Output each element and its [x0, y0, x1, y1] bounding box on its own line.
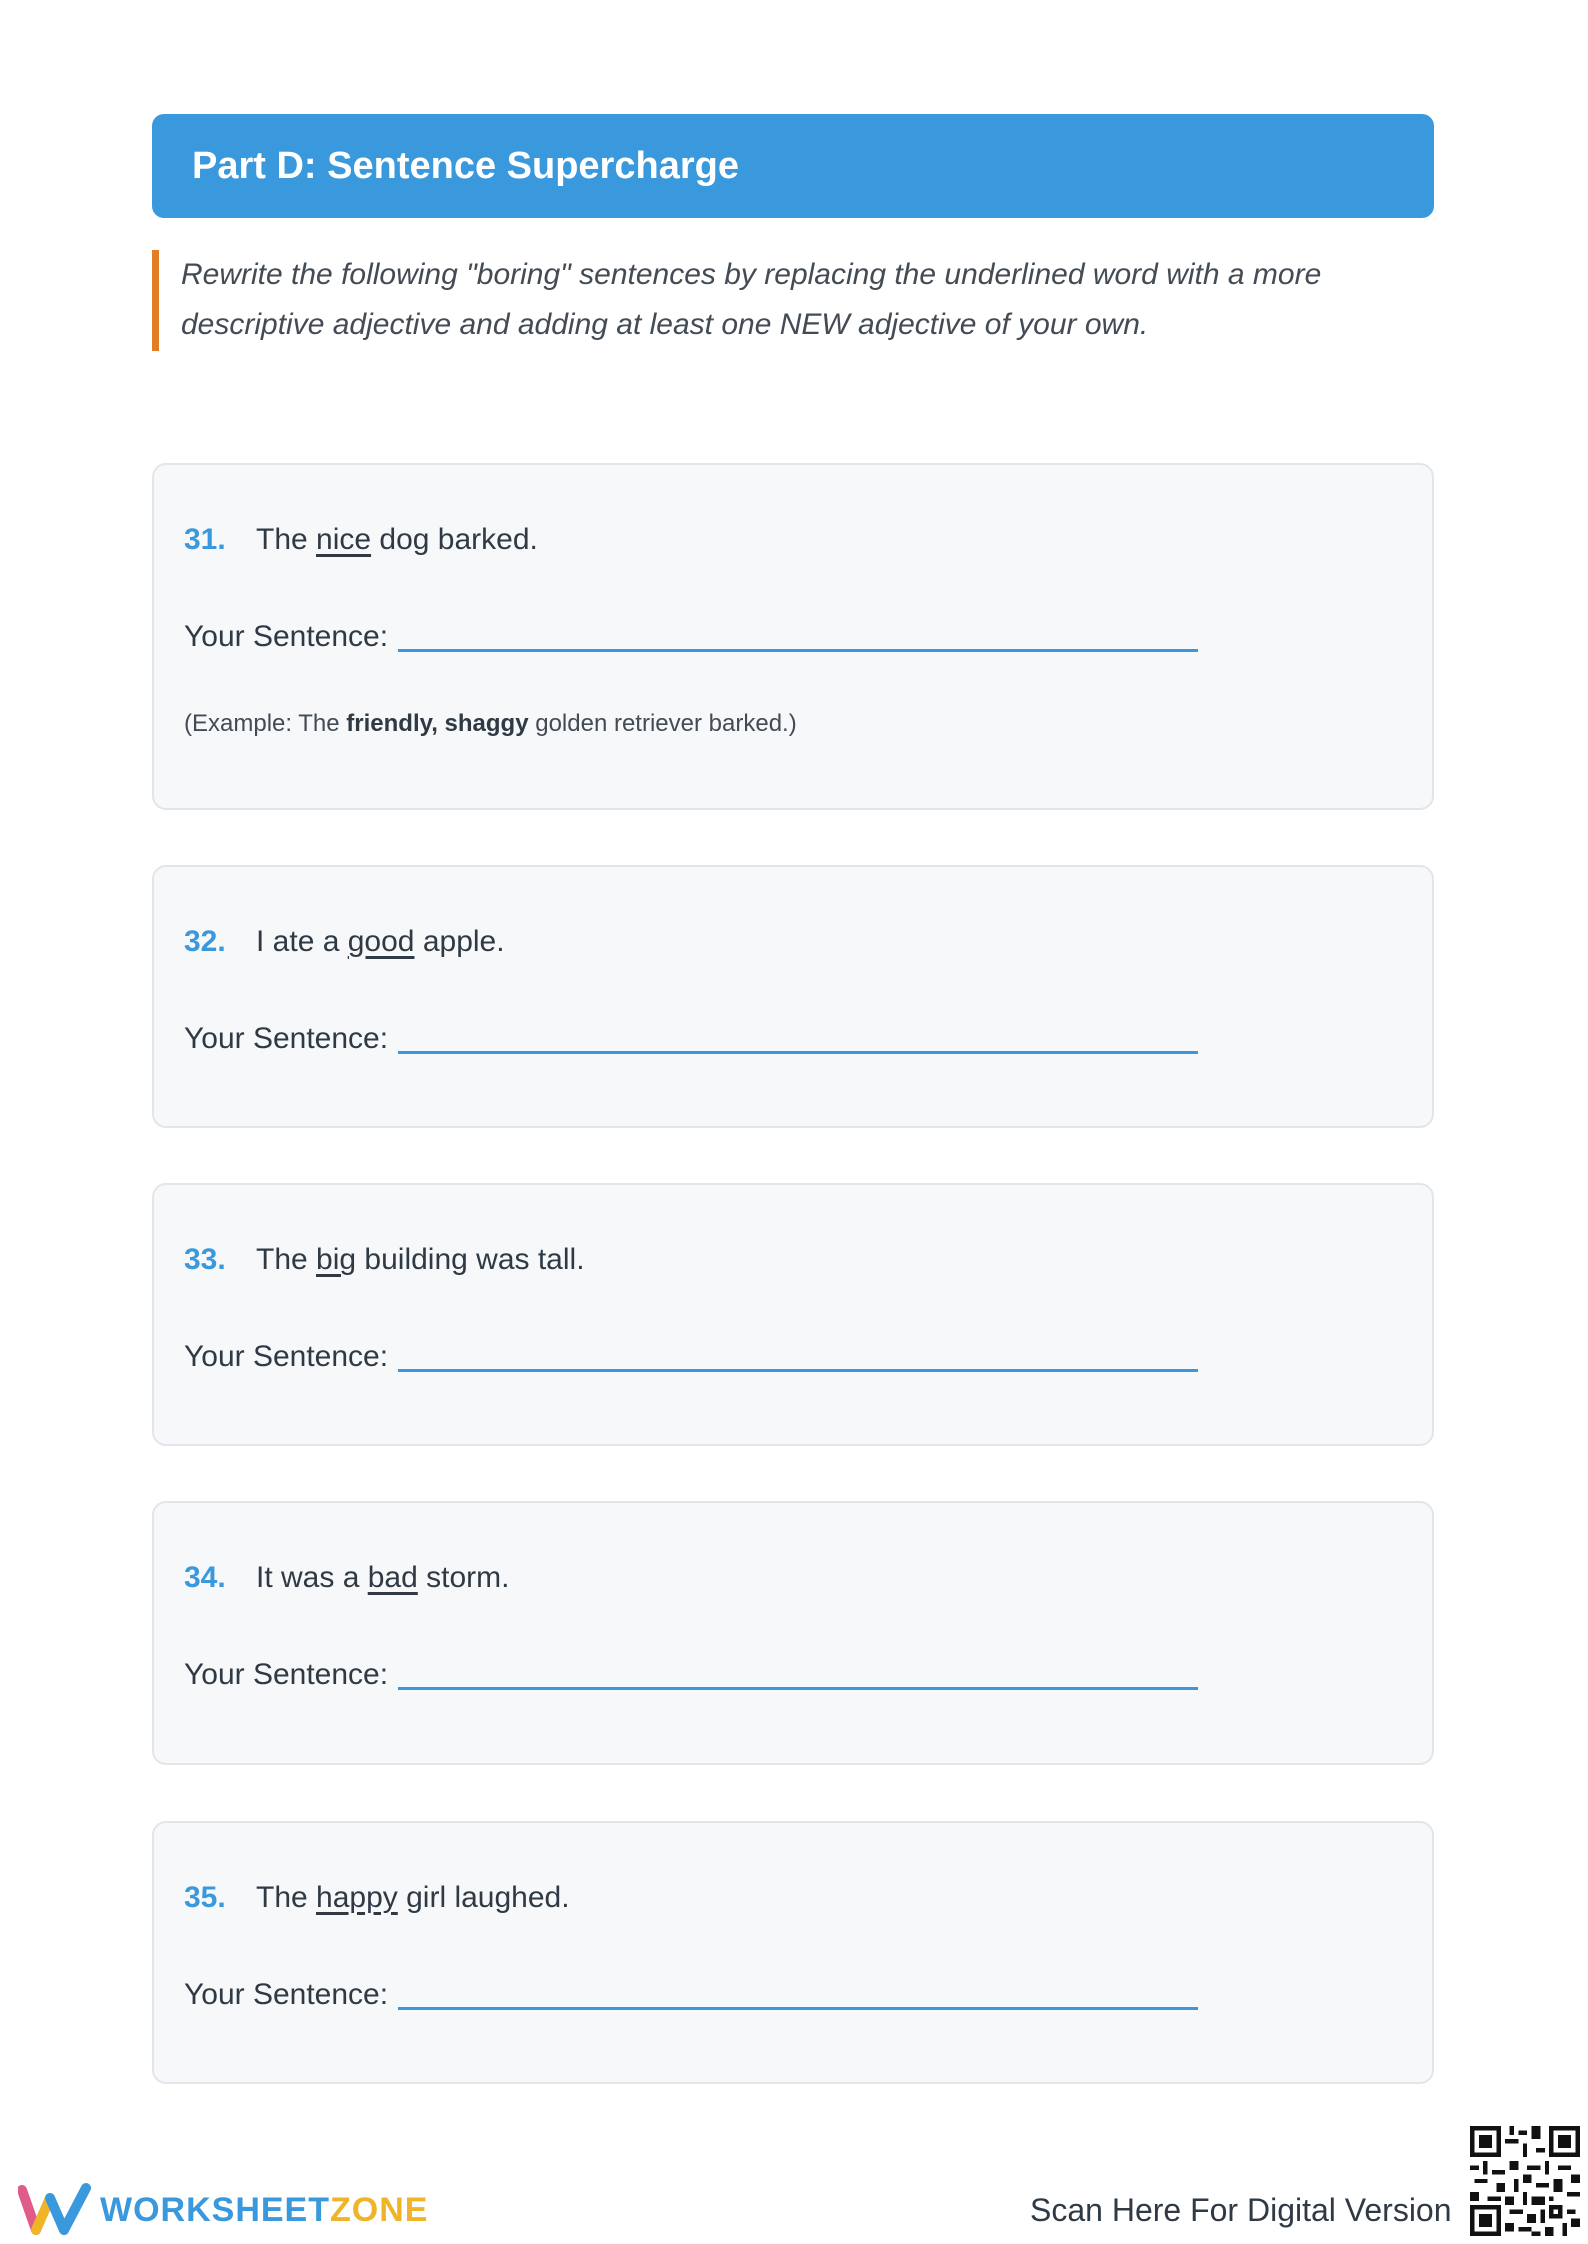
- answer-label: Your Sentence:: [184, 1340, 389, 1373]
- question-text: 33. The big building was tall.: [184, 1243, 585, 1276]
- question-card-32: [152, 865, 1434, 1128]
- answer-row: [184, 620, 1198, 654]
- answer-line[interactable]: [398, 1687, 1198, 1690]
- question-card-35: [152, 1821, 1434, 2084]
- question-card-34: [152, 1501, 1434, 1765]
- answer-line[interactable]: [398, 2007, 1198, 2010]
- question-card-33: [152, 1183, 1434, 1446]
- answer-line[interactable]: [398, 1369, 1198, 1372]
- question-text: 35. The happy girl laughed.: [184, 1881, 570, 1914]
- logo-text: WORKSHEETZONE: [100, 2190, 429, 2229]
- question-text: 31. The nice dog barked.: [184, 523, 538, 556]
- answer-row: [184, 1978, 1198, 2012]
- question-number: 32.: [184, 925, 226, 958]
- section-header: [152, 114, 1434, 218]
- question-card-31: [152, 463, 1434, 810]
- instructions-block: [152, 250, 1434, 351]
- instructions-text: Rewrite the following "boring" sentences by replacing the underlined word with a more descriptive adjective and adding at least one NEW adjective of your own.: [181, 258, 1322, 341]
- section-title: Part D: Sentence Supercharge: [192, 144, 739, 187]
- question-number: 35.: [184, 1881, 226, 1914]
- scan-caption: Scan Here For Digital Version: [1030, 2192, 1452, 2228]
- answer-row: [184, 1022, 1198, 1056]
- question-text: 32. I ate a good apple.: [184, 925, 505, 958]
- example-text: (Example: The friendly, shaggy golden retriever barked.): [184, 710, 797, 737]
- underlined-word: nice: [316, 523, 372, 556]
- answer-label: Your Sentence:: [184, 620, 389, 653]
- answer-row: [184, 1340, 1198, 1374]
- worksheetzone-logo[interactable]: [18, 2182, 428, 2238]
- qr-code-icon[interactable]: [1470, 2126, 1580, 2236]
- answer-line[interactable]: [398, 1051, 1198, 1054]
- answer-line[interactable]: [398, 649, 1198, 652]
- logo-w-icon: [18, 2182, 94, 2238]
- question-text: 34. It was a bad storm.: [184, 1561, 510, 1594]
- answer-label: Your Sentence:: [184, 1022, 389, 1055]
- question-number: 31.: [184, 523, 226, 556]
- answer-label: Your Sentence:: [184, 1978, 389, 2011]
- question-number: 34.: [184, 1561, 226, 1594]
- answer-label: Your Sentence:: [184, 1658, 389, 1691]
- underlined-word: good: [347, 925, 415, 958]
- underlined-word: happy: [316, 1881, 398, 1914]
- question-number: 33.: [184, 1243, 226, 1276]
- underlined-word: bad: [367, 1561, 418, 1594]
- answer-row: [184, 1658, 1198, 1692]
- example-bold: friendly, shaggy: [346, 710, 529, 737]
- underlined-word: big: [316, 1243, 357, 1276]
